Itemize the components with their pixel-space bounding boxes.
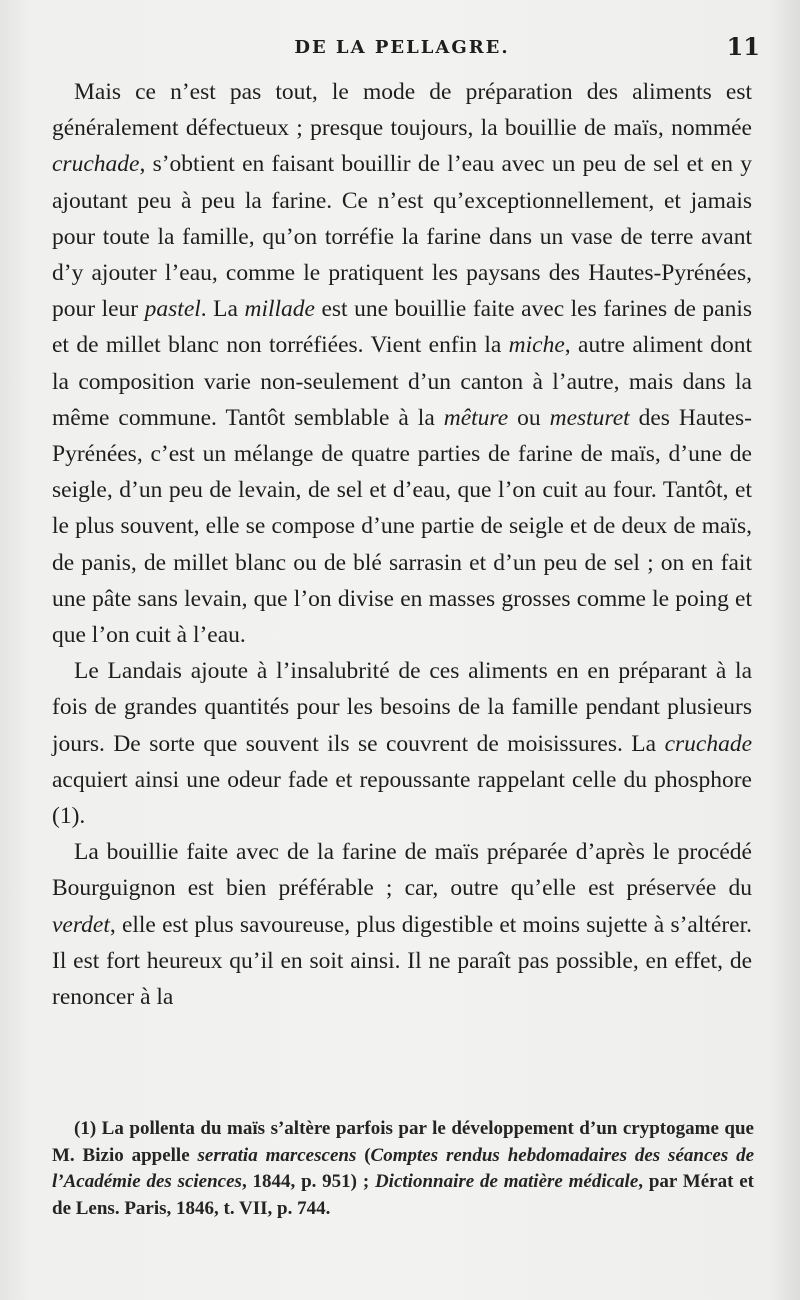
page-number: 11 [726, 32, 760, 61]
text-run: La bouillie faite avec de la farine de maïs préparée d’après le procédé Bourguignon est bien préférable ; car, outre qu’elle est préservée du [52, 839, 752, 902]
text-run: Le Landais ajoute à l’insalubrité de ces aliments en en préparant à la fois de grandes quantités pour les besoins de la famille pendant plusieurs jours. De sorte que souvent ils se couvrent de moisissures. La [52, 658, 752, 757]
italic-text: millade [244, 296, 315, 323]
body-text [52, 74, 752, 1015]
text-run: Mais ce n’est pas tout, le mode de préparation des aliments est généralement défectueux ; presque toujours, la bouillie de maïs, nommée [52, 79, 752, 142]
text-run: (1) La pollenta du maïs s’altère parfois par le développement d’un cryptogame que M. Bizio appelle [52, 1118, 754, 1166]
text-run: , 1844, p. 951) ; [241, 1171, 375, 1192]
paragraph [52, 834, 752, 1015]
italic-text: pastel [144, 296, 201, 323]
text-run: est une bouillie faite avec les farines de panis et de millet blanc non torréfiées. Vient enfin la [52, 296, 752, 359]
italic-text: cruchade [52, 151, 140, 178]
text-run: , autre aliment dont la composition varie non-seulement d’un canton à l’autre, mais dans la même commune. Tantôt semblable à la [52, 332, 752, 431]
italic-text: cruchade [664, 730, 752, 757]
text-run: , elle est plus savoureuse, plus digestible et moins sujette à s’altérer. Il est fort heureux qu’il en soit ainsi. Il ne paraît pas possible, en effet, de renoncer à la [52, 911, 752, 1011]
italic-text: miche [508, 332, 565, 359]
italic-text: mêture [443, 404, 509, 431]
text-run: ou [508, 404, 550, 431]
footnote [52, 1116, 754, 1222]
italic-text: verdet [52, 911, 110, 938]
italic-text: mesturet [549, 404, 630, 431]
text-run: des Hautes-Pyrénées, c’est un mélange de quatre parties de farine de maïs, d’une de seigle, d’un peu de levain, de sel et d’eau, que l’on cuit au four. Tantôt, et le plus souvent, elle se compose d’une partie de seigle et de deux de maïs, de panis, de millet blanc ou de blé sarrasin et d’un peu de sel ; on en fait une pâte sans levain, que l’on divise en masses grosses comme le poing et que l’on cuit à l’eau. [52, 404, 753, 649]
paragraph [52, 653, 752, 834]
text-run: , s’obtient en faisant bouillir de l’eau avec un peu de sel et en y ajoutant peu à peu la farine. Ce n’est qu’exceptionnellement, et jamais pour toute la famille, qu’on torréfie la farine dans un vase de terre avant d’y ajouter l’eau, comme le pratiquent les paysans des Hautes-Pyrénées, pour leur [52, 151, 752, 323]
text-run: ( [356, 1144, 371, 1166]
footnote-text [52, 1116, 754, 1222]
italic-text: Comptes rendus hebdomadaires des séances de l’Académie des sciences [52, 1144, 755, 1192]
italic-text: serratia marcescens [197, 1144, 357, 1166]
page-header [52, 0, 760, 70]
italic-text: Dictionnaire de matière médicale [374, 1171, 639, 1192]
text-run: acquiert ainsi une odeur fade et repoussante rappelant celle du phosphore (1). [52, 766, 752, 830]
paragraph [52, 74, 752, 653]
text-run: . La [200, 296, 245, 323]
running-head: DE LA PELLAGRE. [294, 37, 510, 58]
text-run: , par Mérat et de Lens. Paris, 1846, t. VII, p. 744. [52, 1171, 754, 1219]
